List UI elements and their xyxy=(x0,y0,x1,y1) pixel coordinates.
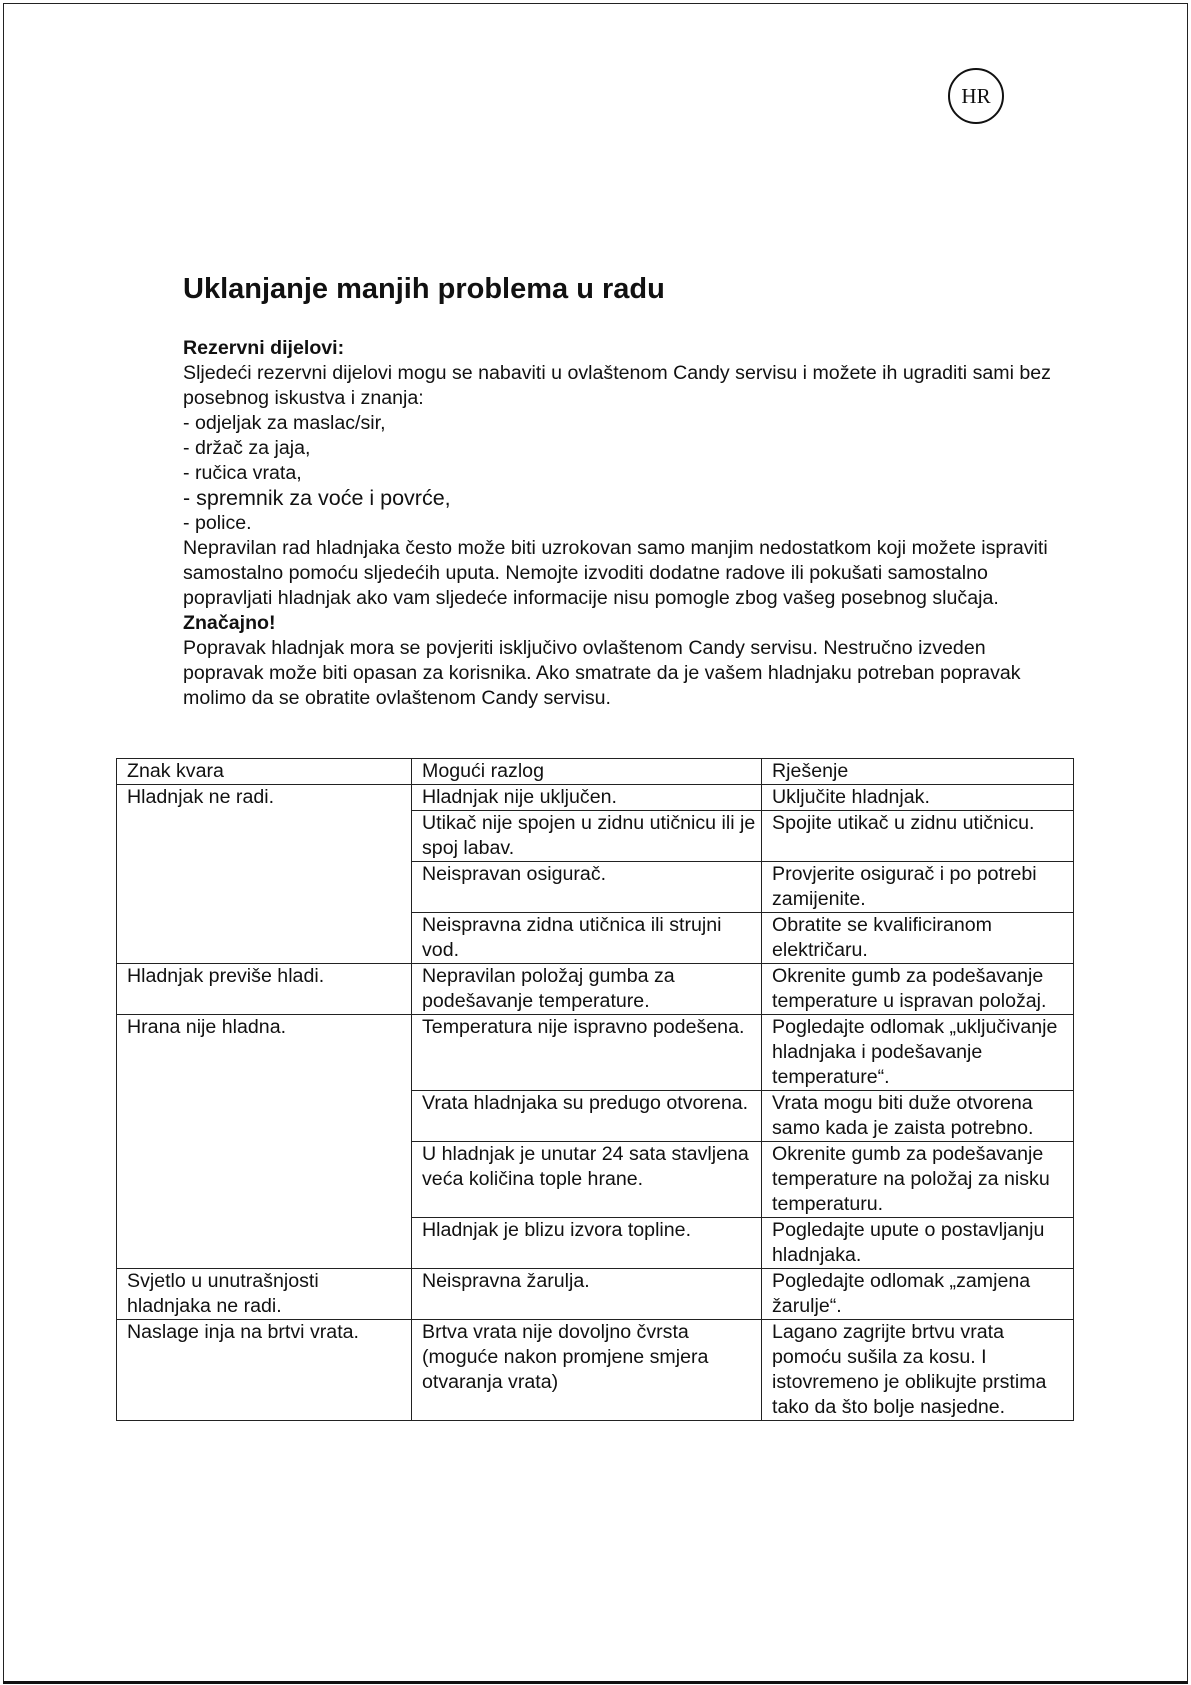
solution-cell: Obratite se kvalificiranom električaru. xyxy=(762,913,1074,964)
cause-cell: Neispravna zidna utičnica ili strujni vod. xyxy=(412,913,762,964)
solution-cell: Pogledajte upute o postavljanju hladnjaka. xyxy=(762,1218,1074,1269)
cause-cell: Nepravilan položaj gumba za podešavanje temperature. xyxy=(412,964,762,1015)
cause-cell: Neispravan osigurač. xyxy=(412,862,762,913)
cause-cell: Utikač nije spojen u zidnu utičnicu ili je spoj labav. xyxy=(412,811,762,862)
body-text xyxy=(183,336,1063,711)
cause-cell: Hladnjak nije uključen. xyxy=(412,785,762,811)
spares-item: - police. xyxy=(183,512,252,534)
table-row xyxy=(117,1320,1074,1421)
symptom-cell: Hrana nije hladna. xyxy=(117,1015,412,1269)
cause-cell: U hladnjak je unutar 24 sata stavljena veća količina tople hrane. xyxy=(412,1142,762,1218)
solution-cell: Vrata mogu biti duže otvorena samo kada je zaista potrebno. xyxy=(762,1091,1074,1142)
solution-cell: Okrenite gumb za podešavanje temperature u ispravan položaj. xyxy=(762,964,1074,1015)
spares-item: - odjeljak za maslac/sir, xyxy=(183,412,386,434)
solution-cell: Pogledajte odlomak „zamjena žarulje“. xyxy=(762,1269,1074,1320)
language-badge: HR xyxy=(948,68,1004,124)
solution-cell: Provjerite osigurač i po potrebi zamijenite. xyxy=(762,862,1074,913)
spares-item: - spremnik za voće i povrće, xyxy=(183,486,451,510)
table-row xyxy=(117,1269,1074,1320)
symptom-cell: Hladnjak previše hladi. xyxy=(117,964,412,1015)
table-row xyxy=(117,1015,1074,1091)
solution-cell: Lagano zagrijte brtvu vrata pomoću sušila za kosu. I istovremeno je oblikujte prstima tako da što bolje nasjedne. xyxy=(762,1320,1074,1421)
spares-intro: Sljedeći rezervni dijelovi mogu se nabaviti u ovlaštenom Candy servisu i možete ih ugraditi sami bez posebnog iskustva i znanja: xyxy=(183,362,1051,409)
table-header-row xyxy=(117,759,1074,785)
cause-cell: Vrata hladnjaka su predugo otvorena. xyxy=(412,1091,762,1142)
solution-cell: Spojite utikač u zidnu utičnicu. xyxy=(762,811,1074,862)
solution-cell: Okrenite gumb za podešavanje temperature na položaj za nisku temperaturu. xyxy=(762,1142,1074,1218)
page-title: Uklanjanje manjih problema u radu xyxy=(183,273,665,305)
spares-item: - držač za jaja, xyxy=(183,437,311,459)
solution-cell: Uključite hladnjak. xyxy=(762,785,1074,811)
symptom-cell: Naslage inja na brtvi vrata. xyxy=(117,1320,412,1421)
symptom-cell: Hladnjak ne radi. xyxy=(117,785,412,964)
main-content xyxy=(183,268,1063,711)
header-solution: Rješenje xyxy=(762,759,1074,785)
troubleshooting-table xyxy=(116,758,1074,1421)
spares-heading: Rezervni dijelovi: xyxy=(183,337,345,359)
cause-cell: Temperatura nije ispravno podešena. xyxy=(412,1015,762,1091)
table-row xyxy=(117,964,1074,1015)
table-row xyxy=(117,785,1074,811)
important-heading: Značajno! xyxy=(183,612,276,634)
symptom-cell: Svjetlo u unutrašnjosti hladnjaka ne radi. xyxy=(117,1269,412,1320)
cause-cell: Neispravna žarulja. xyxy=(412,1269,762,1320)
header-cause: Mogući razlog xyxy=(412,759,762,785)
important-text: Popravak hladnjak mora se povjeriti isključivo ovlaštenom Candy servisu. Nestručno izveden popravak može biti opasan za korisnika. Ako smatrate da je vašem hladnjaku potreban popravak molimo da se obratite ovlaštenom Candy servisu. xyxy=(183,637,1021,709)
cause-cell: Hladnjak je blizu izvora topline. xyxy=(412,1218,762,1269)
bottom-rule xyxy=(3,1681,1188,1684)
cause-cell: Brtva vrata nije dovoljno čvrsta (moguće nakon promjene smjera otvaranja vrata) xyxy=(412,1320,762,1421)
spares-paragraph: Nepravilan rad hladnjaka često može biti uzrokovan samo manjim nedostatkom koji možete ispraviti samostalno pomoću sljedećih uputa. Nemojte izvoditi dodatne radove ili pokušati samostalno popravljati hladnjak ako vam sljedeće informacije nisu pomogle zbog vašeg posebnog slučaja. xyxy=(183,537,1048,609)
solution-cell: Pogledajte odlomak „uključivanje hladnjaka i podešavanje temperature“. xyxy=(762,1015,1074,1091)
header-symptom: Znak kvara xyxy=(117,759,412,785)
spares-item: - ručica vrata, xyxy=(183,462,302,484)
